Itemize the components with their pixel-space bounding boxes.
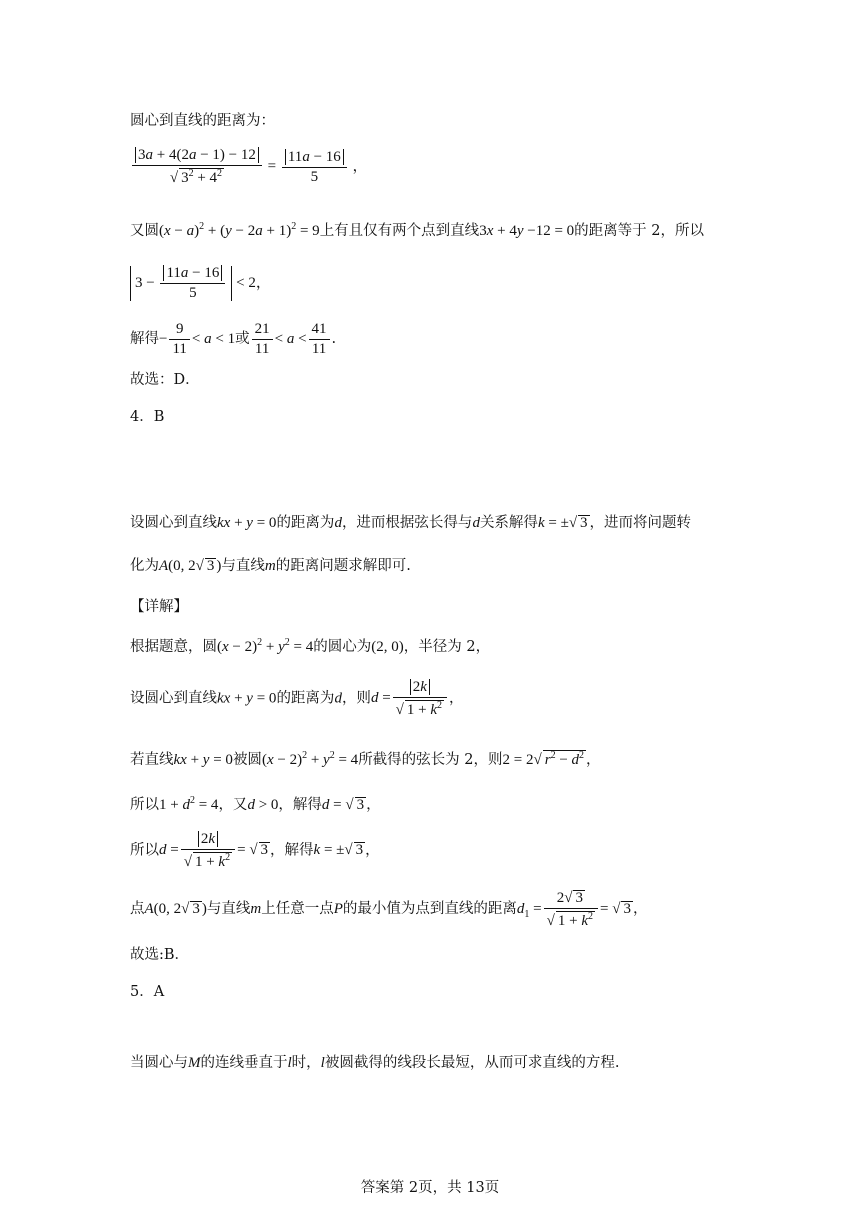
section-detail-heading: 【详解】 bbox=[130, 599, 188, 615]
text-line-min-distance: 点A(0, 2√ 3 )与直线m上任意一点P的最小值为点到直线的距离$d_1$ = $\frac{2√ 3}{√ 1 + k^2}$ = √ 3 ， bbox=[130, 890, 648, 929]
text-line-choice-b: 故选:B． bbox=[130, 947, 190, 963]
text-line-analysis-4a: 设圆心到直线kx + y = 0的距离为d，进而根据弦长得与d关系解得k = ±√ 3 ，进而将问题转 bbox=[130, 515, 692, 531]
text-line-analysis-5: 当圆心与M的连线垂直于l时，l被圆截得的线段长最短，从而可求直线的方程. bbox=[130, 1055, 620, 1071]
text-line-choice-d: 故选：D． bbox=[130, 372, 200, 388]
text-line-1: 圆心到直线的距离为： bbox=[130, 113, 275, 129]
page-footer: 答案第 2页，共 13页 bbox=[360, 1180, 500, 1196]
text-line-chord: 若直线kx + y = 0被圆$(x - 2)^2 + y^2 = 4$所截得的弦长为 2，则2 = 2√ $r^2 - d^2$ ， bbox=[130, 750, 601, 768]
text-line-circle-center: 根据题意，圆$(x - 2)^2 + y^2 = 4$的圆心为(2, 0)，半径为 2， bbox=[130, 637, 491, 655]
text-line-solve: 解得− $\frac{9}{11}$ < a < 1或 $\frac{21}{11}$ < a < $\frac{41}{11}$ . bbox=[130, 321, 337, 357]
text-line-distance-d: 设圆心到直线kx + y = 0的距离为d，则d = $\frac{2k}{√ 1 + k^2}$ ， bbox=[130, 679, 464, 718]
text-line-3: 又圆$(x - a)^2 + (y - 2a + 1)^2 = 9$上有且仅有两个点到直线3x + 4y −12 = 0的距离等于 2，所以 bbox=[130, 221, 705, 239]
equation-inequality: 3 − $\frac{11a - 16}{5}$ < 2， bbox=[130, 266, 271, 301]
question-4-answer: 4．B bbox=[130, 409, 165, 425]
text-line-solve-k: 所以d = $\frac{2k}{√ 1 + k^2}$ = √ 3 ，解得k = ±√ 3 ， bbox=[130, 831, 380, 870]
text-line-solve-d: 所以$1 + d^2 = 4$，又d > 0，解得d = √ 3 ， bbox=[130, 795, 381, 813]
equation-distance: $\frac{3a + 4(2a - 1) - 12}{√ 3^2 + 4^2}$ = $\frac{11a - 16}{5}$ ， bbox=[130, 148, 368, 186]
question-5-answer: 5．A bbox=[130, 984, 165, 1000]
text-line-analysis-4b: 化为A(0, 2√ 3 )与直线m的距离问题求解即可. bbox=[130, 558, 411, 574]
